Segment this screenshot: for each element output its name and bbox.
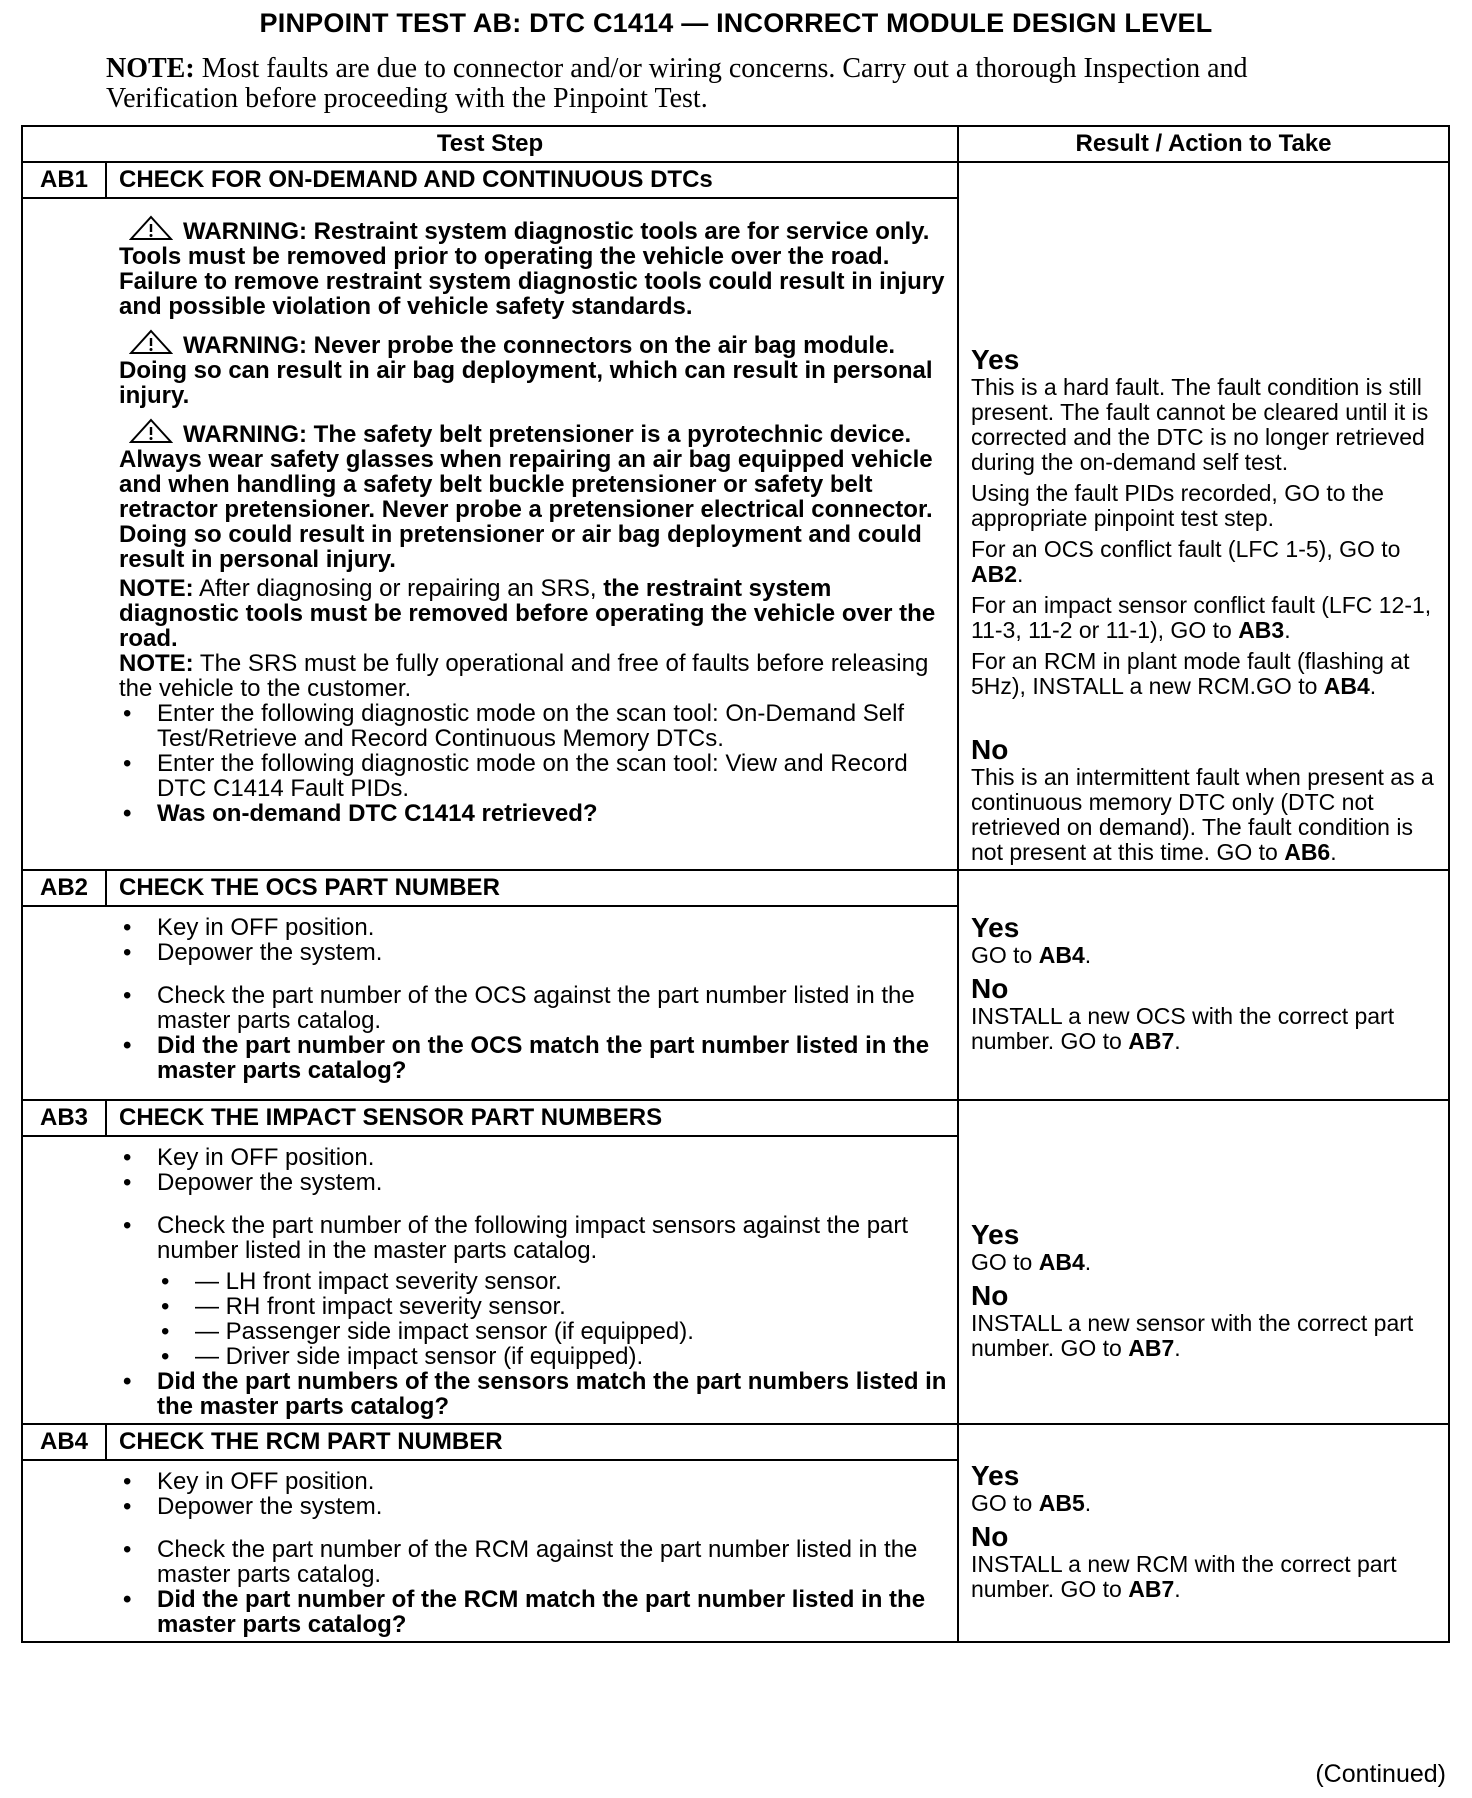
continued-label: (Continued) [1315, 1760, 1446, 1788]
result-ab1-ref-ab4: AB4 [1323, 673, 1370, 699]
ab1-bullet-1: • Enter the following diagnostic mode on the scan tool: On-Demand Self Test/Retrieve and Record Continuous Memory DTCs. [119, 701, 947, 751]
warning-1-text: WARNING: Restraint system diagnostic tools are for service only. Tools must be removed prior to operating the vehicle over the road. Failure to remove restraint system diagnostic tools could result in injury and possible violation of vehicle safety standards. [119, 218, 945, 320]
ab1-note-2-text: The SRS must be fully operational and free of faults before releasing the vehicle to the customer. [119, 650, 929, 702]
ab2-bullet-2: • Depower the system. [119, 940, 947, 965]
ab4-bullet-1: • Key in OFF position. [119, 1469, 947, 1494]
result-ab3-no-ref: AB7 [1128, 1334, 1175, 1361]
result-ab4-no-main: INSTALL a new RCM with the correct part number. GO to [971, 1550, 1397, 1602]
result-ab2 [958, 870, 1449, 1100]
result-ab2-yes-ref: AB4 [1038, 941, 1085, 968]
ab2-bullet-3: • Check the part number of the OCS against the part number listed in the master parts catalog. [119, 983, 947, 1033]
ab4-bullet-3: • Check the part number of the RCM against the part number listed in the master parts catalog. [119, 1537, 947, 1587]
pinpoint-test-table [21, 125, 1450, 1643]
step-id-ab4: AB4 [22, 1424, 106, 1460]
ab2-bullet-1: • Key in OFF position. [119, 915, 947, 940]
ab1-bullets [119, 701, 947, 826]
step-row-ab2 [22, 870, 1449, 906]
result-ab1-yes-label: Yes [971, 344, 1020, 375]
result-ab4-yes-main: GO to [971, 1489, 1033, 1516]
ab4-bullet-2: • Depower the system. [119, 1494, 947, 1519]
step-name-ab1: CHECK FOR ON-DEMAND AND CONTINUOUS DTCs [106, 162, 958, 198]
result-ab3-yes-text: GO to AB4. [971, 1248, 1092, 1275]
step-row-ab4 [22, 1424, 1449, 1460]
intro-note-label: NOTE: [106, 53, 195, 84]
result-ab3-no-label: No [971, 1279, 1009, 1311]
step-name-ab4: CHECK THE RCM PART NUMBER [106, 1424, 958, 1460]
result-ab4-yes-label: Yes [971, 1459, 1020, 1491]
result-ab3-no-text: INSTALL a new sensor with the correct part number. GO to AB7. [971, 1309, 1414, 1361]
ab1-question: • Was on-demand DTC C1414 retrieved? [119, 801, 947, 826]
ab4-bullets [119, 1469, 947, 1637]
result-ab1-yes-text2: Using the fault PIDs recorded, GO to the appropriate pinpoint test step. [971, 480, 1384, 531]
ab3-bullet-1: • Key in OFF position. [119, 1145, 947, 1170]
result-ab1-ref-ab3: AB3 [1238, 617, 1285, 643]
ab1-note-1-bold: the restraint system diagnostic tools must be removed before operating the vehicle over the road. [119, 575, 936, 652]
result-ab2-no-text: INSTALL a new OCS with the correct part number. GO to AB7. [971, 1002, 1395, 1054]
warning-triangle-icon [129, 418, 173, 444]
step-name-ab2: CHECK THE OCS PART NUMBER [106, 870, 958, 906]
result-ab1-ref-ab6: AB6 [1284, 839, 1331, 865]
warning-2 [119, 329, 947, 408]
result-ab1-ref-ab2: AB2 [971, 561, 1018, 587]
warning-triangle-icon [129, 329, 173, 355]
result-ab1-yes-text4-main: For an impact sensor conflict fault (LFC 12-1, 11-3, 11-2 or 11-1), GO to [971, 592, 1432, 643]
step-body-ab3 [22, 1136, 958, 1424]
step-id-ab3: AB3 [22, 1100, 106, 1136]
warning-triangle-icon [129, 215, 173, 241]
result-ab3-yes-ref: AB4 [1038, 1248, 1085, 1275]
ab1-note-1-label: NOTE: [119, 575, 194, 602]
header-test-step: Test Step [22, 126, 958, 162]
result-ab1-yes-text3-main: For an OCS conflict fault (LFC 1-5), GO to [971, 536, 1401, 562]
result-ab4-yes-text: GO to AB5. [971, 1489, 1092, 1516]
result-ab2-no-label: No [971, 972, 1009, 1004]
result-ab4-no-ref: AB7 [1128, 1575, 1175, 1602]
result-ab1-no-main: This is an intermittent fault when present as a continuous memory DTC only (DTC not retrieved on demand). The fault condition is not present at this time. GO to [971, 764, 1434, 865]
ab3-dash-3: • — Passenger side impact sensor (if equipped). [157, 1319, 947, 1344]
ab1-bullet-2: • Enter the following diagnostic mode on the scan tool: View and Record DTC C1414 Fault PIDs. [119, 751, 947, 801]
result-ab4-no-text: INSTALL a new RCM with the correct part number. GO to AB7. [971, 1550, 1397, 1602]
result-ab3-yes-label: Yes [971, 1218, 1020, 1250]
ab3-dash-list-item [119, 1269, 947, 1369]
result-ab2-yes-label: Yes [971, 911, 1020, 943]
step-id-ab1: AB1 [22, 162, 106, 198]
warning-3-text: WARNING: The safety belt pretensioner is a pyrotechnic device. Always wear safety glasses when repairing an air bag equipped vehicle and when handling a safety belt buckle pretensioner or safety belt retractor pretensioner. Never probe a pretensioner electrical connector. Doing so could result in pretensioner or air bag deployment and could result in personal injury. [119, 421, 933, 573]
ab3-dash-1: • — LH front impact severity sensor. [157, 1269, 947, 1294]
ab1-note-2 [119, 651, 947, 701]
result-ab2-yes-main: GO to [971, 941, 1033, 968]
ab1-note-2-label: NOTE: [119, 650, 194, 677]
result-ab1 [958, 162, 1449, 870]
result-ab1-no-label: No [971, 734, 1009, 765]
ab3-dash-2: • — RH front impact severity sensor. [157, 1294, 947, 1319]
result-ab4 [958, 1424, 1449, 1642]
step-body-ab2 [22, 906, 958, 1100]
result-ab1-no-text: This is an intermittent fault when present as a continuous memory DTC only (DTC not retrieved on demand). The fault condition is not present at this time. GO to AB6. [971, 764, 1434, 865]
step-name-ab3: CHECK THE IMPACT SENSOR PART NUMBERS [106, 1100, 958, 1136]
ab2-question: • Did the part number on the OCS match the part number listed in the master parts catalog? [119, 1033, 947, 1083]
result-ab3-yes-main: GO to [971, 1248, 1033, 1275]
table-header-row [22, 126, 1449, 162]
result-ab1-yes-text1: This is a hard fault. The fault condition is still present. The fault cannot be cleared until it is corrected and the DTC is no longer retrieved during the on-demand self test. [971, 374, 1429, 475]
ab3-bullet-3: • Check the part number of the following impact sensors against the part number listed in the master parts catalog. [119, 1213, 947, 1263]
header-result-action: Result / Action to Take [958, 126, 1449, 162]
result-ab1-yes-text3: For an OCS conflict fault (LFC 1-5), GO to AB2. [971, 536, 1401, 587]
result-ab2-no-main: INSTALL a new OCS with the correct part number. GO to [971, 1002, 1395, 1054]
ab4-question: • Did the part number of the RCM match the part number listed in the master parts catalog? [119, 1587, 947, 1637]
ab3-dash-list [157, 1269, 947, 1369]
warning-1 [119, 215, 947, 319]
result-ab3 [958, 1100, 1449, 1424]
result-ab3-no-main: INSTALL a new sensor with the correct part number. GO to [971, 1309, 1414, 1361]
result-ab2-no-ref: AB7 [1128, 1027, 1175, 1054]
ab3-dash-4: • — Driver side impact sensor (if equipped). [157, 1344, 947, 1369]
result-ab1-yes-text5: For an RCM in plant mode fault (flashing at 5Hz), INSTALL a new RCM.GO to AB4. [971, 648, 1410, 699]
step-row-ab1 [22, 162, 1449, 198]
result-ab4-yes-ref: AB5 [1038, 1489, 1085, 1516]
step-body-ab1 [22, 198, 958, 870]
ab1-note-1-plain: After diagnosing or repairing an SRS, [199, 575, 597, 602]
ab2-bullets [119, 915, 947, 1095]
step-id-ab2: AB2 [22, 870, 106, 906]
ab3-question: • Did the part numbers of the sensors match the part numbers listed in the master parts catalog? [119, 1369, 947, 1419]
result-ab1-yes-text4: For an impact sensor conflict fault (LFC 12-1, 11-3, 11-2 or 11-1), GO to AB3. [971, 592, 1432, 643]
ab1-note-1 [119, 576, 947, 651]
warning-2-text: WARNING: Never probe the connectors on the air bag module. Doing so can result in air bag deployment, which can result in personal injury. [119, 332, 933, 409]
intro-note-text: Most faults are due to connector and/or wiring concerns. Carry out a thorough Inspection and Verification before proceeding with the Pinpoint Test. [106, 53, 1248, 114]
result-ab4-no-label: No [971, 1520, 1009, 1552]
ab3-bullets [119, 1145, 947, 1419]
result-ab1-yes-text5-main: For an RCM in plant mode fault (flashing at 5Hz), INSTALL a new RCM.GO to [971, 648, 1410, 699]
page-title: PINPOINT TEST AB: DTC C1414 — INCORRECT MODULE DESIGN LEVEL [259, 8, 1213, 38]
result-ab2-yes-text: GO to AB4. [971, 941, 1092, 968]
warning-3 [119, 418, 947, 572]
intro-note [106, 54, 1306, 114]
step-body-ab4 [22, 1460, 958, 1642]
ab3-bullet-2: • Depower the system. [119, 1170, 947, 1195]
step-row-ab3 [22, 1100, 1449, 1136]
